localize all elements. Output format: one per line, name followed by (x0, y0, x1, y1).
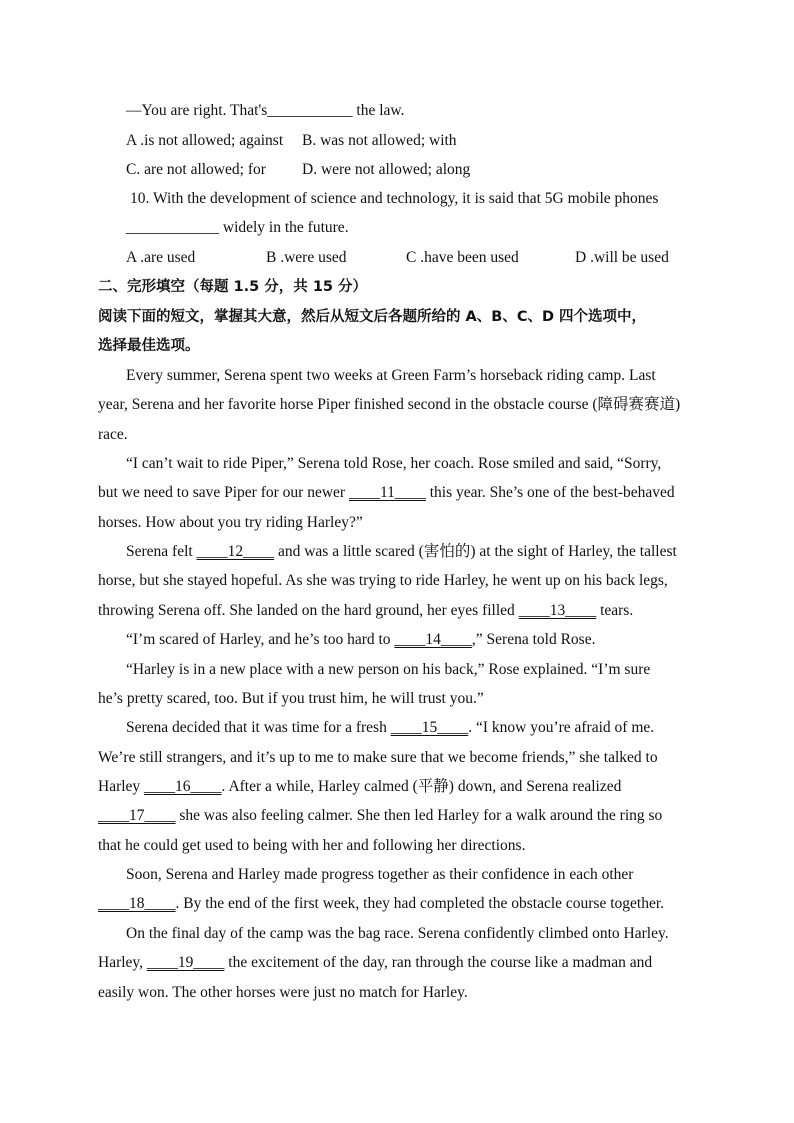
blank-15: ____15____ (390, 719, 469, 736)
passage-p7-line-2 (98, 894, 664, 914)
passage-p3-line-3 (98, 601, 633, 621)
passage-text: she was also feeling calmer. She then led Harley for a walk around the ring so (175, 807, 663, 824)
passage-text: tears. (596, 602, 634, 619)
q9-answer-line (126, 101, 404, 121)
blank-12: ____12____ (196, 543, 275, 560)
q10-option-d: D .will be used (575, 249, 669, 266)
q10-text-end: widely in the future. (219, 219, 349, 236)
blank-13: ____13____ (518, 602, 597, 619)
q10-blank: ____________ (126, 219, 219, 236)
q10-option-a: A .are used (126, 249, 196, 266)
passage-p3-line-1 (126, 542, 677, 562)
blank-11: ____11____ (348, 484, 426, 501)
passage-p1-line-2: year, Serena and her favorite horse Piper finished second in the obstacle course (障碍赛赛道) (98, 396, 681, 413)
passage-text: . After a while, Harley calmed (平静) down, and Serena realized (221, 778, 622, 795)
section-instruction-1: 阅读下面的短文，掌握其大意，然后从短文后各题所给的 A、B、C、D 四个选项中， (98, 309, 647, 325)
passage-p2-line-2 (98, 483, 675, 503)
q9-option-c: C. are not allowed; for (126, 161, 266, 178)
passage-p6-line-2: We’re still strangers, and it’s up to me to make sure that we become friends,” she talked to (98, 749, 658, 766)
blank-16: ____16____ (144, 778, 222, 795)
q9-option-b: B. was not allowed; with (302, 132, 457, 149)
blank-17: ____17____ (98, 807, 176, 824)
passage-text: and was a little scared (害怕的) at the sight of Harley, the tallest (274, 543, 677, 560)
passage-p6-line-4 (98, 806, 662, 826)
passage-text: Harley, (98, 954, 147, 971)
passage-p1-line-1: Every summer, Serena spent two weeks at Green Farm’s horseback riding camp. Last (126, 367, 656, 384)
passage-p1-line-3: race. (98, 426, 128, 443)
passage-text: the excitement of the day, ran through the course like a madman and (224, 954, 653, 971)
q9-blank: ___________ (267, 102, 353, 119)
passage-text: Serena felt (126, 543, 197, 560)
q9-options-row-1 (126, 131, 686, 151)
passage-text: ,” Serena told Rose. (471, 631, 596, 648)
q9-option-a: A .is not allowed; against (126, 132, 284, 149)
passage-p8-line-3: easily won. The other horses were just no match for Harley. (98, 984, 468, 1001)
q9-text-end: the law. (352, 102, 405, 119)
passage-p2-line-3: horses. How about you try riding Harley?” (98, 514, 363, 531)
passage-text: . “I know you’re afraid of me. (468, 719, 655, 736)
passage-p6-line-3 (98, 777, 621, 797)
passage-text: this year. She’s one of the best-behaved (425, 484, 675, 501)
passage-p2-line-1: “I can’t wait to ride Piper,” Serena told Rose, her coach. Rose smiled and said, “Sorry, (126, 455, 662, 472)
passage-p5-line-1: “Harley is in a new place with a new person on his back,” Rose explained. “I’m sure (126, 661, 651, 678)
passage-text: Harley (98, 778, 145, 795)
q10-stem: 10. With the development of science and technology, it is said that 5G mobile phones (130, 190, 659, 207)
q10-option-c: C .have been used (406, 249, 519, 266)
section-instruction-2: 选择最佳选项。 (98, 338, 200, 354)
q10-option-b: B .were used (266, 249, 347, 266)
passage-p4-line-1 (126, 630, 595, 650)
q9-options-row-2 (126, 160, 686, 180)
passage-text: but we need to save Piper for our newer (98, 484, 349, 501)
passage-text: “I’m scared of Harley, and he’s too hard to (126, 631, 395, 648)
q10-options-row (126, 248, 686, 268)
q9-option-d: D. were not allowed; along (302, 161, 471, 178)
blank-14: ____14____ (394, 631, 472, 648)
passage-text: Serena decided that it was time for a fresh (126, 719, 391, 736)
section-heading: 二、完形填空（每题 1.5 分，共 15 分） (98, 279, 368, 295)
blank-18: ____18____ (98, 895, 176, 912)
passage-p3-line-2: horse, but she stayed hopeful. As she was trying to ride Harley, he went up on his back legs, (98, 572, 668, 589)
q10-stem-line-2 (126, 218, 349, 238)
passage-p8-line-1: On the final day of the camp was the bag race. Serena confidently climbed onto Harley. (126, 925, 669, 942)
passage-p6-line-5: that he could get used to being with her and following her directions. (98, 837, 526, 854)
passage-p8-line-2 (98, 953, 652, 973)
q9-text: —You are right. That's (126, 102, 268, 119)
passage-text: throwing Serena off. She landed on the hard ground, her eyes filled (98, 602, 519, 619)
passage-p6-line-1 (126, 718, 654, 738)
passage-p5-line-2: he’s pretty scared, too. But if you trust him, he will trust you.” (98, 690, 484, 707)
passage-p7-line-1: Soon, Serena and Harley made progress together as their confidence in each other (126, 866, 634, 883)
blank-19: ____19____ (146, 954, 225, 971)
passage-text: . By the end of the first week, they had completed the obstacle course together. (175, 895, 665, 912)
